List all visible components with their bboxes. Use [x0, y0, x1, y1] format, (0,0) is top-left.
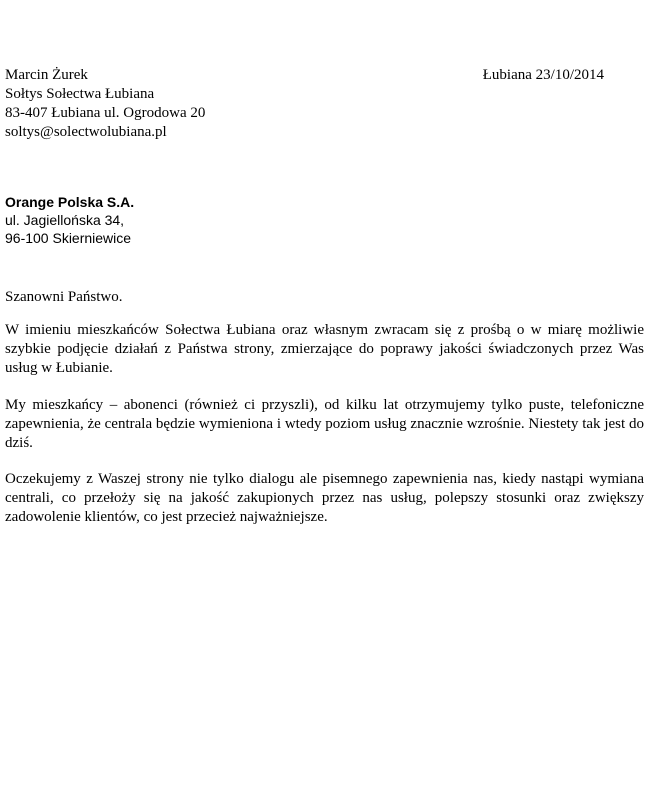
sender-title: Sołtys Sołectwa Łubiana [5, 86, 155, 102]
paragraph-expectation: Oczekujemy z Waszej strony nie tylko dialogu ale pisemnego zapewnienia nas, kiedy nastąpi wymiana centrali, co przełoży się na jakość zakupionych przez nas usług, polepszy stosunki oraz zwiększy zadowolenie klientów, co jest przecież najważniejsze. [5, 471, 644, 525]
recipient-street: ul. Jagiellońska 34, [5, 212, 125, 228]
sender-block [5, 66, 205, 142]
paragraph-request: W imieniu mieszkańców Sołectwa Łubiana oraz własnym zwracam się z prośbą o w miarę możliwie szybkie podjęcie działań z Państwa strony, zmierzające do poprawy jakości świadczonych przez Was usług w Łubianie. [5, 322, 644, 376]
sender-address: 83-407 Łubiana ul. Ogrodowa 20 [5, 105, 206, 121]
recipient-city: 96-100 Skierniewice [5, 230, 132, 246]
sender-name: Marcin Żurek [5, 67, 88, 83]
recipient-company: Orange Polska S.A. [5, 194, 135, 210]
recipient-block [5, 193, 134, 247]
salutation: Szanowni Państwo. [5, 289, 123, 305]
paragraph-complaint: My mieszkańcy – abonenci (również ci przyszli), od kilku lat otrzymujemy tylko puste, telefoniczne zapewnienia, że centrala będzie wymieniona i wtedy poziom usług znacznie wzrośnie. Niestety tak jest do dziś. [5, 397, 644, 451]
letter-date: Łubiana 23/10/2014 [482, 67, 604, 83]
sender-email: soltys@solectwolubiana.pl [5, 124, 167, 140]
